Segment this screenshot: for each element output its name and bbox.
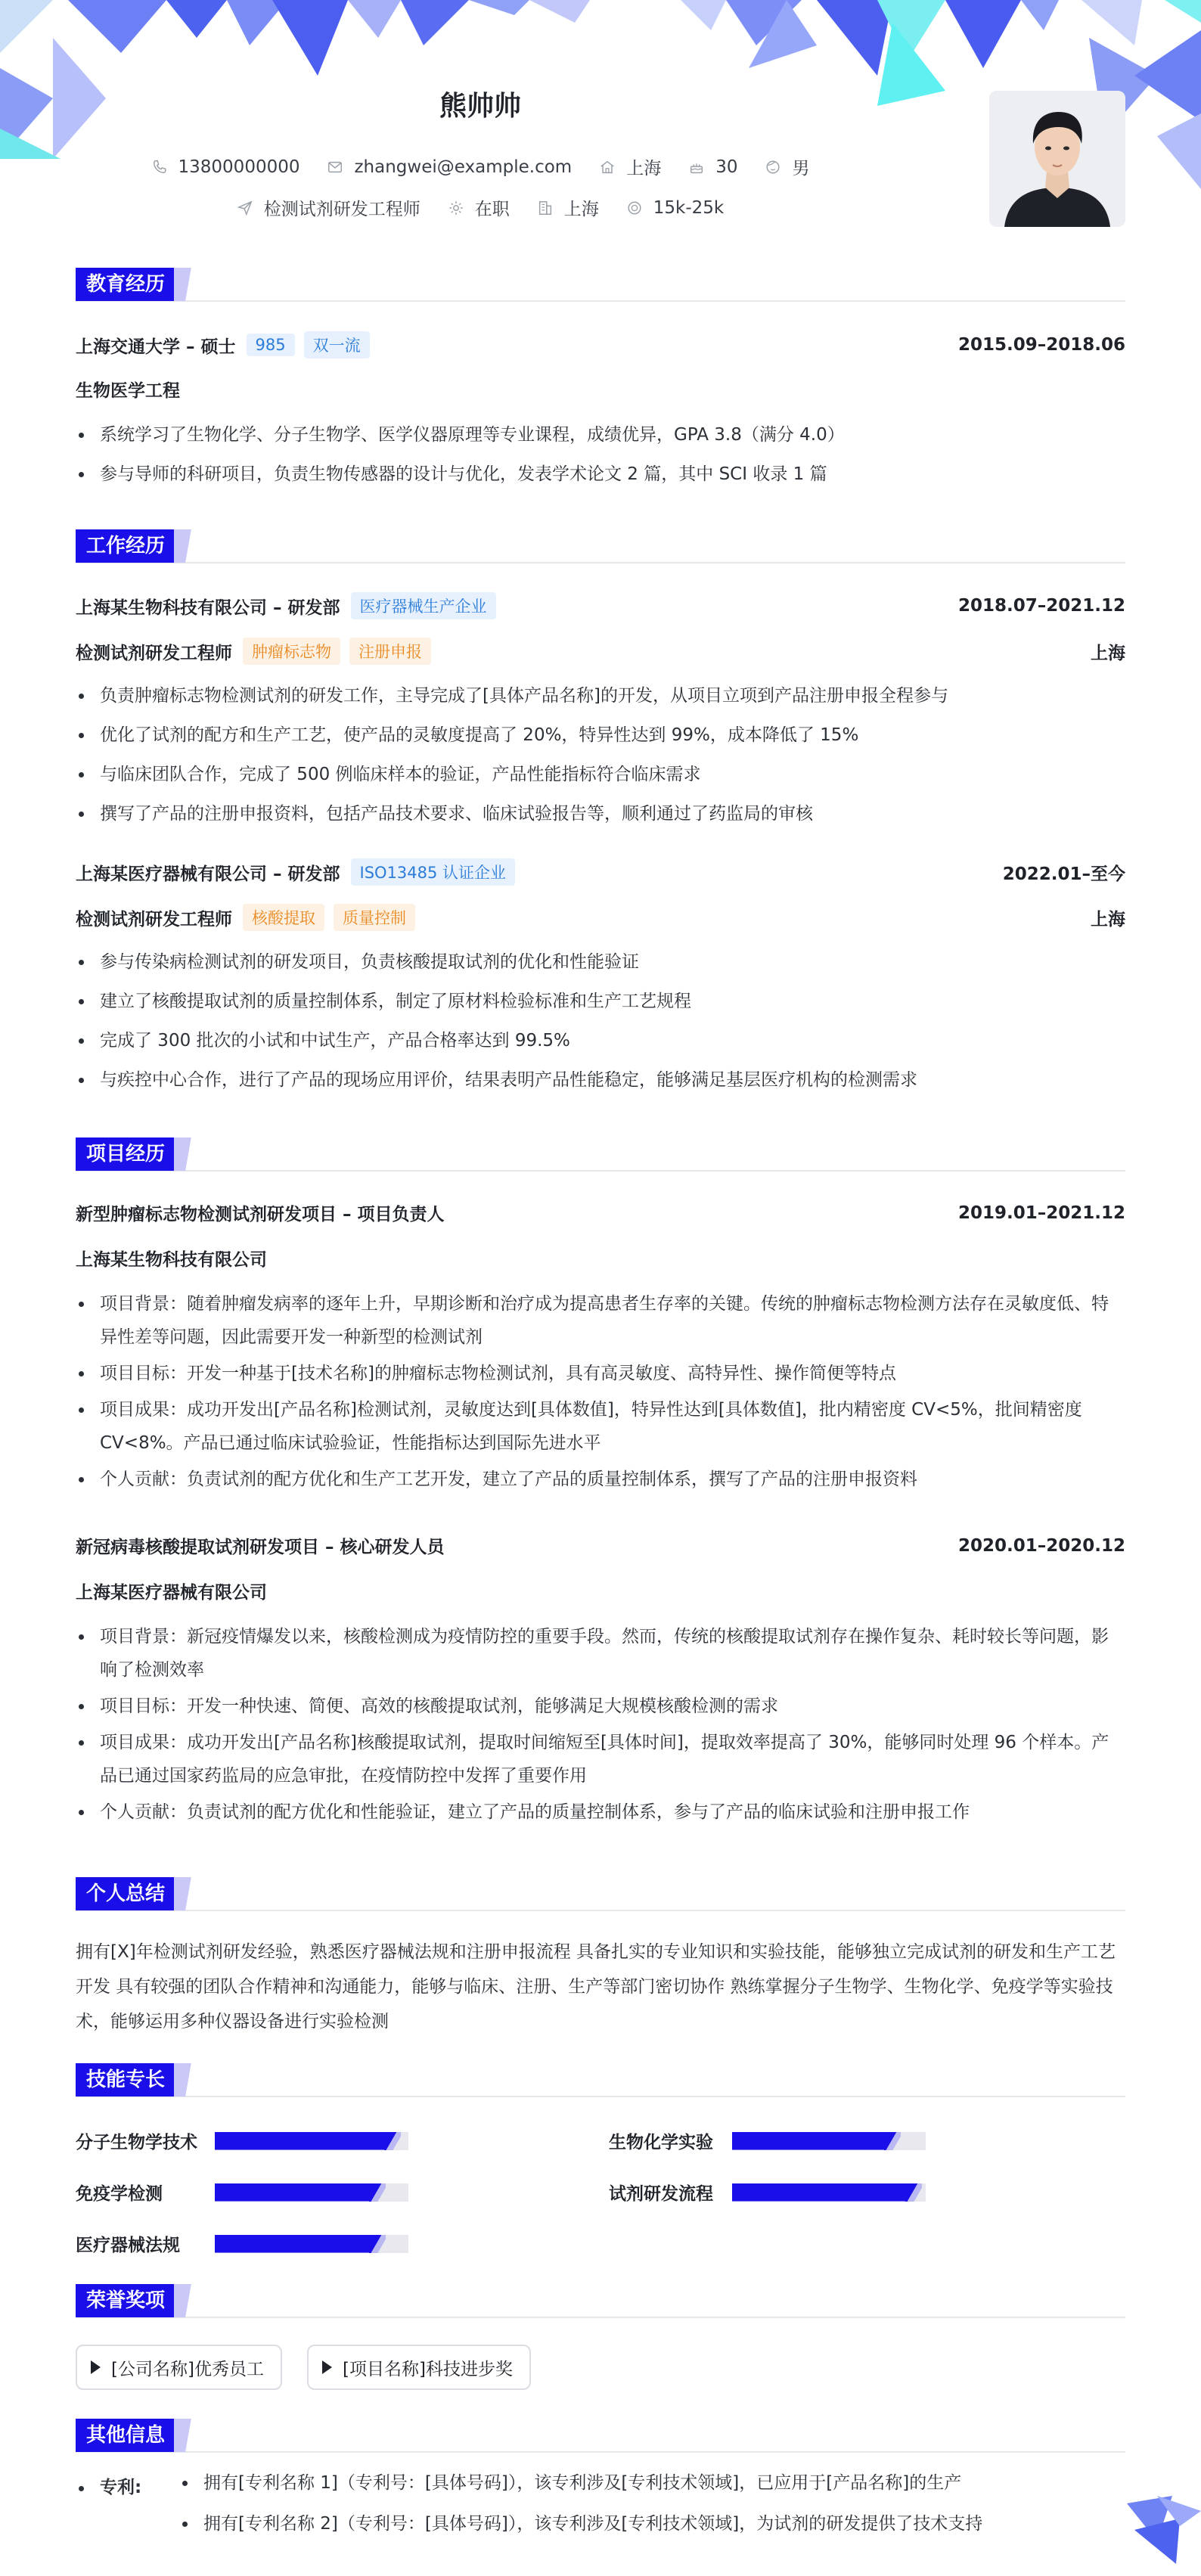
gender-item: [765, 154, 809, 179]
work-location: 上海: [1091, 909, 1125, 930]
candidate-name: 熊帅帅: [439, 91, 521, 122]
list-item: 个人贡献：负责试剂的配方优化和生产工艺开发，建立了产品的质量控制体系，撰写了产品的注册申报资料: [76, 1463, 1125, 1496]
section-title-tail: [174, 1877, 197, 1910]
work-role-row: [76, 638, 1125, 665]
profile-photo: [989, 91, 1125, 227]
section-title-tail: [174, 1137, 197, 1171]
list-item: 撰写了产品的注册申报资料，包括产品技术要求、临床试验报告等，顺利通过了药监局的审核: [76, 797, 1125, 830]
section-title-awards: 荣誉奖项: [76, 2284, 175, 2317]
education-period: 2015.09–2018.06: [957, 335, 1125, 355]
gear-icon: [448, 200, 464, 216]
work-company: 上海某生物科技有限公司 – 研发部: [76, 597, 340, 618]
work-company-row: [76, 858, 1125, 886]
list-item: 个人贡献：负责试剂的配方优化和性能验证，建立了产品的质量控制体系，参与了产品的临床试验和注册申报工作: [76, 1795, 1125, 1829]
skill-bar-fill: [215, 2235, 371, 2253]
user-icon: [765, 159, 781, 175]
work-period: 2018.07–2021.12: [957, 596, 1125, 616]
skill-bar: [215, 2132, 408, 2150]
coin-icon: [626, 200, 643, 216]
list-item: 项目背景：新冠疫情爆发以来，核酸检测成为疫情防控的重要手段。然而，传统的核酸提取试剂存在操作复杂、耗时较长等问题，影响了检测效率: [76, 1620, 1125, 1687]
project-title: 新型肿瘤标志物检测试剂研发项目 – 项目负责人: [76, 1205, 445, 1224]
age-value: 30: [715, 157, 738, 177]
section-title-education: 教育经历: [76, 268, 175, 301]
award-item: [76, 2345, 282, 2390]
project-org: 上海某医疗器械有限公司: [76, 1583, 267, 1603]
section-title-tail: [174, 529, 197, 563]
section-skills: [76, 2063, 1125, 2096]
city-item: [599, 154, 661, 179]
skill-bar-fill: [215, 2183, 371, 2202]
list-item: 负责肿瘤标志物检测试剂的研发工作，主导完成了[具体产品名称]的开发，从项目立项到产品注册申报全程参与: [76, 679, 1125, 712]
section-title-tail: [174, 268, 197, 301]
list-item: 建立了核酸提取试剂的质量控制体系，制定了原材料检验标准和生产工艺规程: [76, 985, 1125, 1018]
patent-label: 专利:: [100, 2478, 142, 2497]
email-item: [327, 157, 572, 177]
list-item: 优化了试剂的配方和生产工艺，使产品的灵敏度提高了 20%，特异性达到 99%，成本降低了 15%: [76, 718, 1125, 752]
gender-value: 男: [792, 159, 810, 178]
list-item: 项目成果：成功开发出[产品名称]检测试剂，灵敏度达到[具体数值]，特异性达到[具体数值]，批内精密度 CV<5%，批间精密度 CV<8%。产品已通过临床试验验证，性能指标达到国际先进水平: [76, 1393, 1125, 1460]
skill-item: [609, 2180, 926, 2205]
skill-item: [76, 2180, 408, 2205]
section-other: [76, 2419, 1125, 2452]
company-tag: 医疗器械生产企业: [351, 592, 496, 619]
project-period: 2019.01–2021.12: [957, 1203, 1125, 1223]
section-awards: [76, 2284, 1125, 2317]
project-title-row: [76, 1533, 1125, 1558]
skill-name: 免疫学检测: [76, 2184, 163, 2204]
award-item: [307, 2345, 531, 2390]
role-tag: 肿瘤标志物: [243, 638, 340, 665]
company-tag: ISO13485 认证企业: [351, 858, 516, 886]
role-tag: 注册申报: [349, 638, 431, 665]
contact-row: [0, 154, 960, 179]
skill-name: 分子生物学技术: [76, 2133, 197, 2152]
skill-name: 生物化学实验: [609, 2133, 713, 2152]
phone-item: [151, 157, 300, 177]
target-city-item: [537, 195, 599, 220]
section-title-skills: 技能专长: [76, 2063, 175, 2096]
list-item: 与疾控中心合作，进行了产品的现场应用评价，结果表明产品性能稳定，能够满足基层医疗机构的检测需求: [76, 1063, 1125, 1097]
other-info: [76, 2473, 1125, 2544]
age-item: [688, 157, 737, 177]
list-item: 拥有[专利名称 1]（专利号：[具体号码]），该专利涉及[专利技术领域]，已应用于[产品名称]的生产: [178, 2463, 1125, 2503]
list-item: 项目目标：开发一种基于[技术名称]的肿瘤标志物检测试剂，具有高灵敏度、高特异性、操作简便等特点: [76, 1357, 1125, 1390]
education-school-row: [76, 331, 1125, 358]
work-role: 检测试剂研发工程师: [76, 643, 232, 663]
list-item: 与临床团队合作，完成了 500 例临床样本的验证，产品性能指标符合临床需求: [76, 758, 1125, 791]
job-intent-row: [0, 195, 960, 220]
skill-item: [76, 2128, 408, 2153]
summary-text: 拥有[X]年检测试剂研发经验，熟悉医疗器械法规和注册申报流程 具备扎实的专业知识和实验技能，能够独立完成试剂的研发和生产工艺开发 具有较强的团队合作精神和沟通能力，能够与临床、注册、生产等部门密切协作 熟练掌握分子生物学、生物化学、免疫学等实验技术，能够运用多种仪器设备进行实验检测: [76, 1942, 1116, 2031]
work-location: 上海: [1091, 643, 1125, 663]
project-title-row: [76, 1200, 1125, 1225]
list-item: 项目成果：成功开发出[产品名称]核酸提取试剂，提取时间缩短至[具体时间]，提取效率提高了 30%，能够同时处理 96 个样本。产品已通过国家药监局的应急审批，在疫情防控中发挥了重要作用: [76, 1726, 1125, 1792]
play-arrow-icon: [91, 2360, 101, 2374]
position-item: [237, 195, 421, 220]
skill-name: 试剂研发流程: [609, 2184, 713, 2204]
role-tag: 核酸提取: [243, 904, 324, 931]
patent-list: [76, 2473, 1125, 2503]
work-role-row: [76, 904, 1125, 931]
skill-item: [609, 2128, 926, 2153]
resume-header: [0, 0, 1201, 227]
skill-bar-fill: [732, 2132, 886, 2150]
list-item: 系统学习了生物化学、分子生物学、医学仪器原理等专业课程，成绩优异，GPA 3.8（满分 4.0）: [76, 418, 1125, 452]
section-title-summary: 个人总结: [76, 1877, 175, 1910]
project-org-row: [76, 1246, 1125, 1271]
skill-item: [76, 2231, 408, 2256]
status-value: 在职: [474, 200, 510, 219]
education-tag: 双一流: [304, 331, 370, 358]
skill-bar-fill: [732, 2183, 907, 2202]
list-item: 项目目标：开发一种快速、简便、高效的核酸提取试剂，能够满足大规模核酸检测的需求: [76, 1690, 1125, 1723]
section-title-projects: 项目经历: [76, 1137, 175, 1171]
skill-name: 医疗器械法规: [76, 2236, 180, 2255]
work-bullets: [76, 945, 1125, 1097]
list-item: 完成了 300 批次的小试和中试生产，产品合格率达到 99.5%: [76, 1024, 1125, 1057]
list-item: 项目背景：随着肿瘤发病率的逐年上升，早期诊断和治疗成为提高患者生存率的关键。传统的肿瘤标志物检测方法存在灵敏度低、特异性差等问题，因此需要开发一种新型的检测试剂: [76, 1287, 1125, 1354]
section-title-tail: [174, 2284, 197, 2317]
phone-icon: [151, 159, 168, 175]
education-major: 生物医学工程: [76, 381, 180, 401]
education-school: 上海交通大学 – 硕士: [76, 337, 236, 357]
section-summary: [76, 1877, 1125, 1910]
work-period: 2022.01–至今: [1002, 864, 1125, 884]
building-icon: [537, 200, 554, 216]
home-icon: [599, 159, 616, 175]
work-company: 上海某医疗器械有限公司 – 研发部: [76, 864, 340, 884]
phone-value: 13800000000: [178, 157, 300, 177]
skill-bar: [732, 2183, 926, 2202]
mail-icon: [327, 159, 343, 175]
send-icon: [237, 200, 253, 216]
position-value: 检测试剂研发工程师: [263, 200, 421, 219]
role-tag: 质量控制: [334, 904, 415, 931]
award-label: [公司名称]优秀员工: [111, 2359, 264, 2379]
cake-icon: [688, 159, 705, 175]
play-arrow-icon: [322, 2360, 332, 2374]
award-label: [项目名称]科技进步奖: [343, 2359, 513, 2379]
section-projects: [76, 1137, 1125, 1171]
target-city-value: 上海: [563, 200, 599, 219]
section-education: [76, 268, 1125, 301]
education-major-row: [76, 377, 1125, 402]
work-role: 检测试剂研发工程师: [76, 909, 232, 930]
education-bullets: [76, 418, 1125, 491]
project-bullets: [76, 1620, 1125, 1829]
section-title-other: 其他信息: [76, 2419, 175, 2452]
work-company-row: [76, 592, 1125, 619]
salary-value: 15k-25k: [653, 197, 725, 218]
project-period: 2020.01–2020.12: [957, 1535, 1125, 1556]
skill-bar: [215, 2235, 408, 2253]
work-bullets: [76, 679, 1125, 830]
list-item: 参与传染病检测试剂的研发项目，负责核酸提取试剂的优化和性能验证: [76, 945, 1125, 979]
section-title-tail: [174, 2063, 197, 2096]
project-bullets: [76, 1287, 1125, 1496]
education-tag: 985: [247, 334, 295, 356]
section-title-tail: [174, 2419, 197, 2452]
project-title: 新冠病毒核酸提取试剂研发项目 – 核心研发人员: [76, 1538, 445, 1557]
status-item: [448, 195, 510, 220]
project-org-row: [76, 1578, 1125, 1603]
skill-bar: [215, 2183, 408, 2202]
project-org: 上海某生物科技有限公司: [76, 1250, 267, 1270]
salary-item: [626, 198, 724, 218]
email-value: zhangwei@example.com: [354, 157, 573, 177]
skill-bar-fill: [215, 2132, 386, 2150]
section-work: [76, 529, 1125, 563]
list-item: 拥有[专利名称 2]（专利号：[具体号码]），该专利涉及[专利技术领域]，为试剂的研发提供了技术支持: [178, 2503, 1125, 2544]
city-value: 上海: [626, 159, 662, 178]
skill-bar: [732, 2132, 926, 2150]
section-title-work: 工作经历: [76, 529, 175, 563]
list-item: 参与导师的科研项目，负责生物传感器的设计与优化，发表学术论文 2 篇，其中 SCI 收录 1 篇: [76, 458, 1125, 491]
